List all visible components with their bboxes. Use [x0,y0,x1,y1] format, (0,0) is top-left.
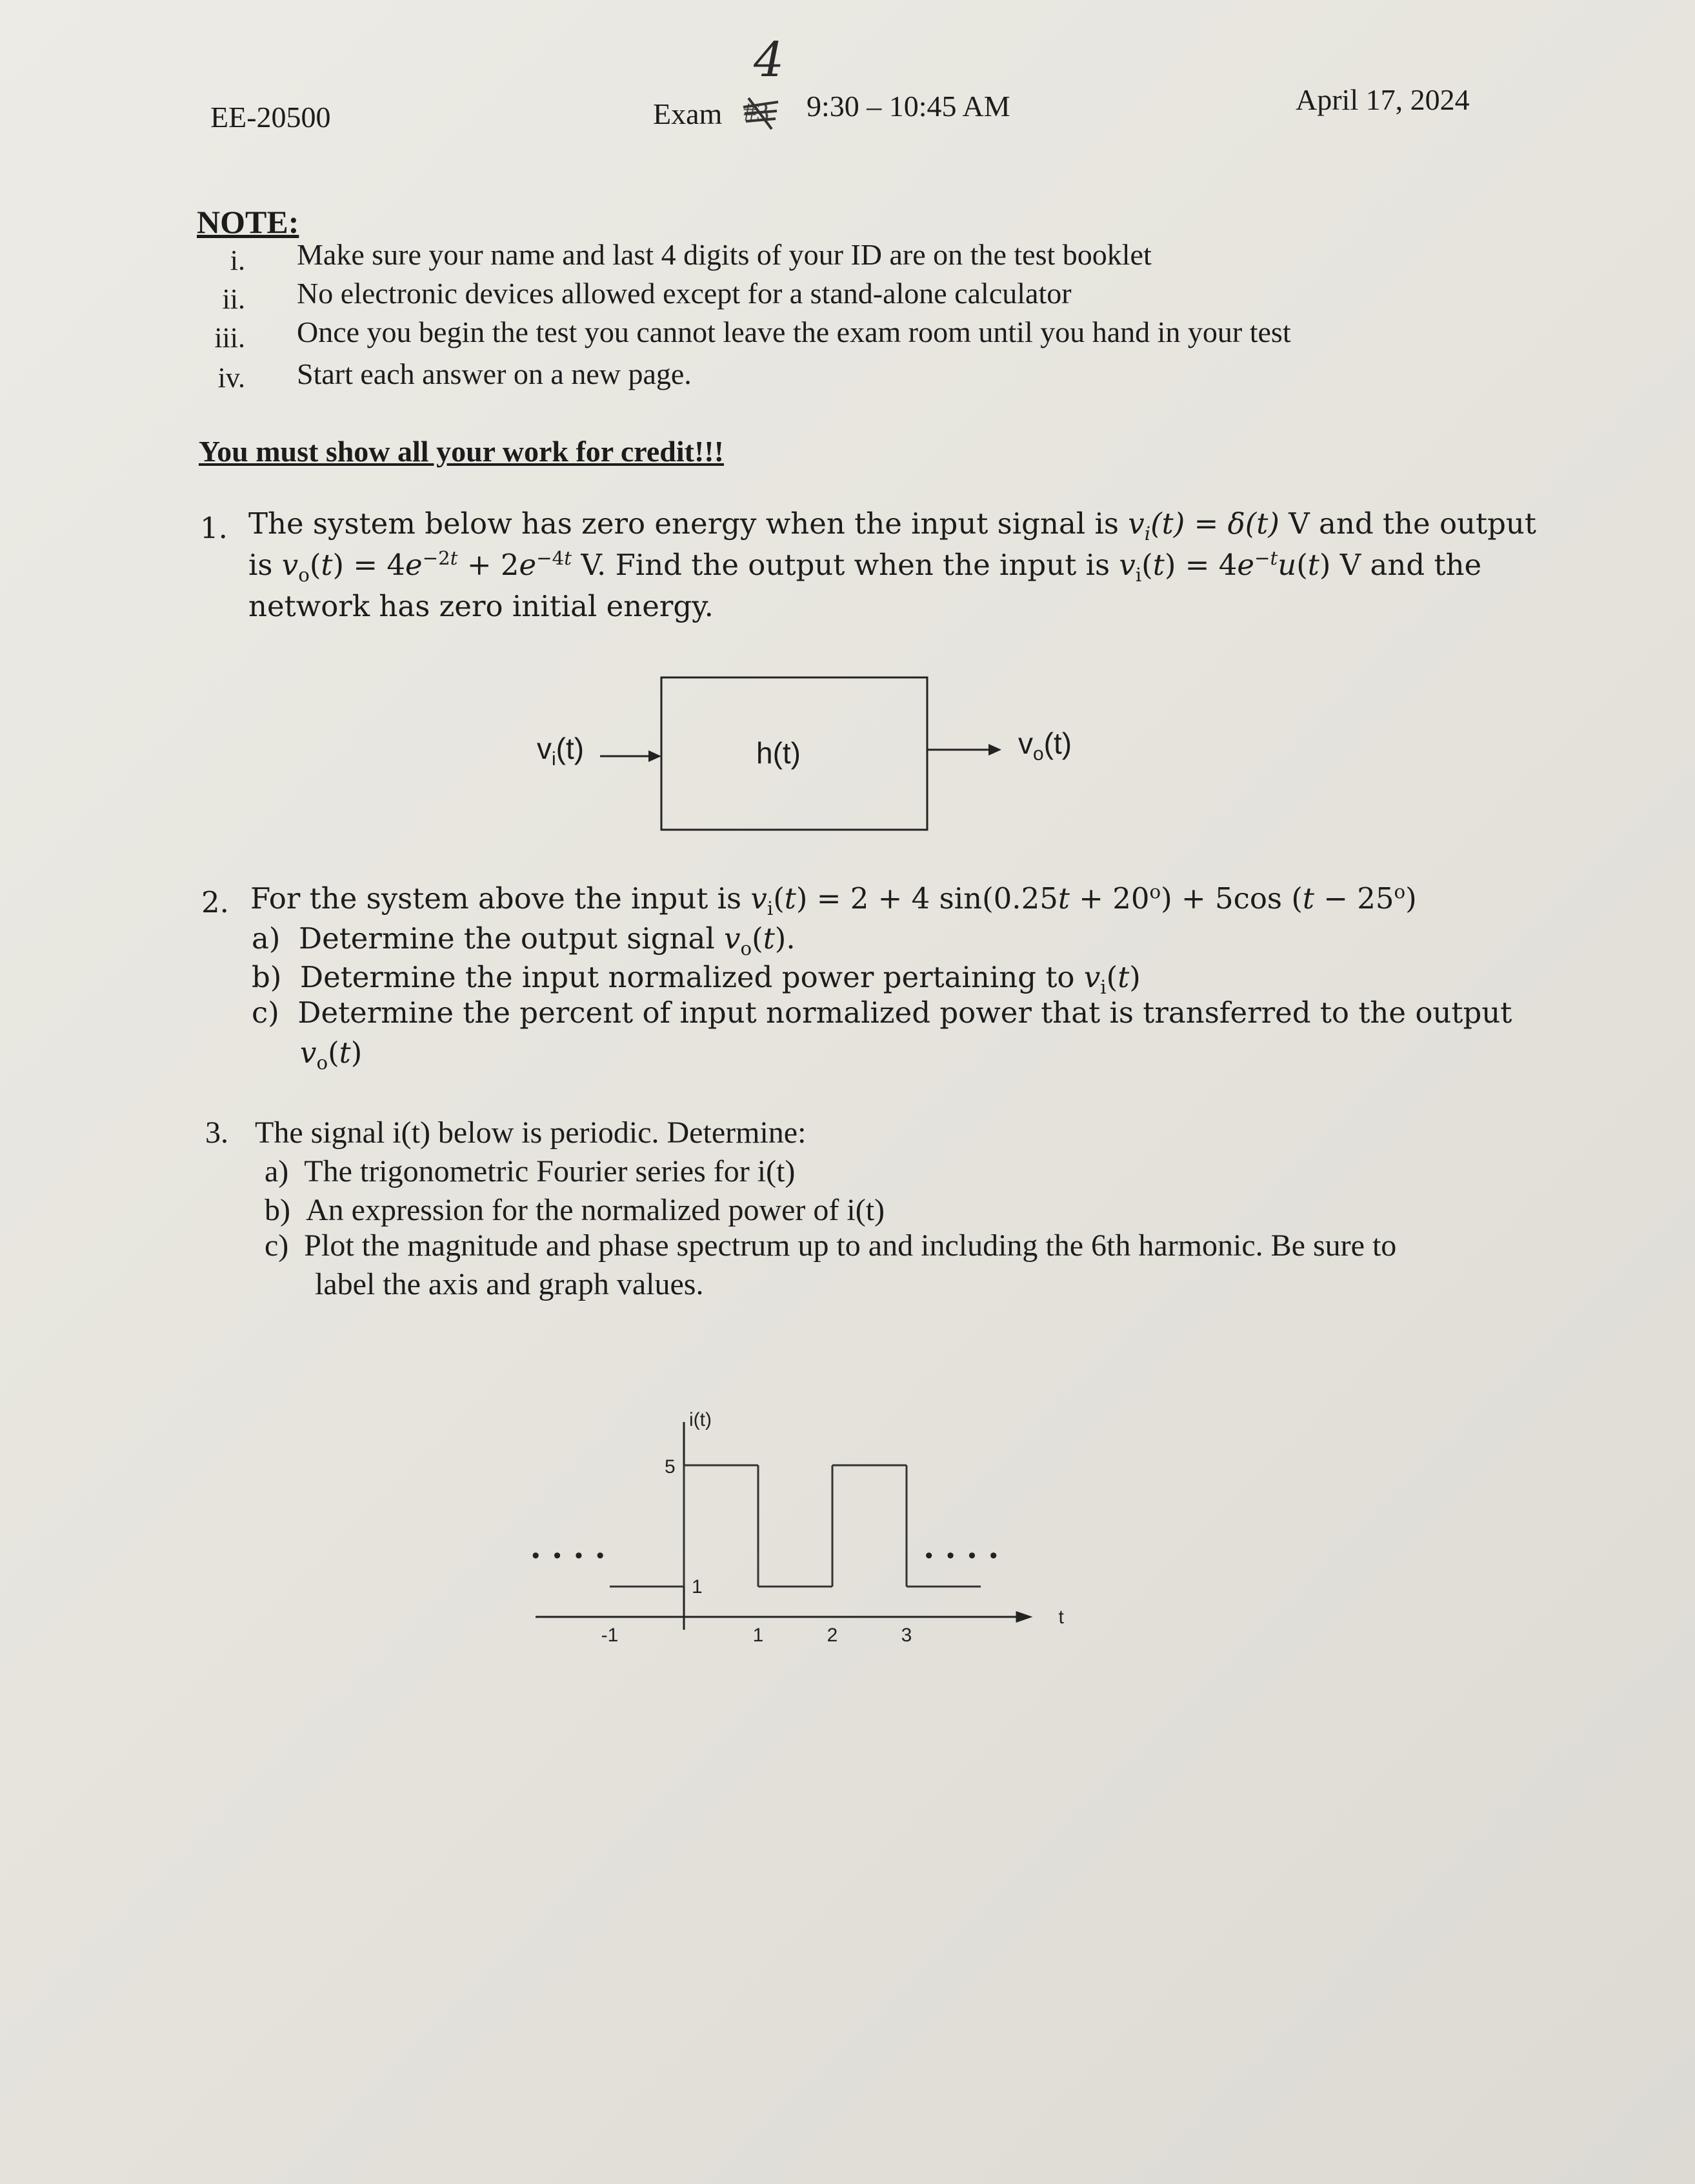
note-num-1: i. [230,245,245,276]
continuation-dots-left: • • • • [532,1543,608,1568]
note-title: NOTE: [197,204,299,240]
output-signal-label: $v_o(t)$ [1018,726,1072,765]
exam-number-struck: #3 [743,97,769,126]
scribble-mark [742,94,779,132]
q1-eq-delta: $v_i(t) = \delta(t)$ [1128,506,1279,545]
q2-part-c: c) Determine the percent of input normalized power that is transferred to the output [252,996,1512,1030]
q1-eq-vi-exp: $v_i(t) = 4e^{-t}u(t)$ [1119,547,1331,586]
q2-part-a: a) Determine the output signal $v_o(t)$. [252,921,796,959]
q2-stem: For the system above the input is $v_i(t) = 2 + 4$ $\sin(0.25t + 20^o) + 5\cos$ $(t - 25^o)$ [250,881,1417,919]
y-tick-label-0: 1 [692,1576,703,1598]
q1-number: 1. [200,511,228,545]
note-num-2: ii. [222,283,245,315]
x-tick-label-1: 1 [752,1625,764,1646]
note-num-4: iv. [217,362,245,394]
block-label: h(t) [756,736,801,770]
x-tick-label-0: -1 [601,1625,619,1646]
exam-date: April 17, 2024 [1296,83,1470,116]
q3-part-b: b) An expression for the normalized power of i(t) [265,1193,885,1227]
q1-eq-vo: $v_o(t) = 4e^{-2t} + 2e^{-4t}$ [281,547,572,586]
x-tick-label-3: 3 [901,1625,912,1646]
input-signal-label: $v_i(t)$ [537,732,585,770]
x-tick-label-2: 2 [827,1625,838,1646]
q2-eq-vi: $v_i(t) = 2 + 4$ $\sin(0.25t + 20^o) + 5\cos$ $(t - 25^o)$ [750,881,1417,919]
note-text-3: Once you begin the test you cannot leave the exam room until you hand in your test [297,316,1291,348]
q2-part-b: b) Determine the input normalized power pertaining to $v_i(t)$ [252,960,1141,998]
handwritten-exam-number: 4 [754,32,785,88]
x-axis-arrowhead [1016,1611,1033,1623]
q3-part-c-line-2: label the axis and graph values. [315,1267,704,1301]
q2-part-c-vo: $v_o(t)$ [300,1036,363,1074]
q3-stem: The signal i(t) below is periodic. Determine: [255,1116,807,1150]
y-axis-label: i(t) [689,1409,712,1430]
periodic-signal-chart [503,1336,1084,1671]
course-code: EE-20500 [210,101,331,134]
note-num-3: iii. [214,322,245,354]
must-show-work: You must show all your work for credit!!! [199,435,724,468]
q3-part-c: c) Plot the magnitude and phase spectrum up to and including the 6th harmonic. Be sure to [265,1228,1397,1263]
continuation-dots-right: • • • • [925,1543,1001,1568]
q2-number: 2. [201,885,229,919]
exam-label: Exam [653,97,723,130]
note-text-2: No electronic devices allowed except for a stand-alone calculator [297,277,1072,310]
q3-number: 3. [205,1116,228,1150]
q1-line-1: The system below has zero energy when the input signal is $v_i(t) = \delta(t)$ V and the output [248,506,1536,545]
q3-part-a: a) The trigonometric Fourier series for i(t) [265,1154,796,1188]
note-text-1: Make sure your name and last 4 digits of your ID are on the test booklet [297,238,1152,271]
output-arrowhead [988,744,1001,756]
exam-time: 9:30 – 10:45 AM [807,90,1010,123]
note-text-4: Start each answer on a new page. [297,357,692,390]
y-tick-label-1: 5 [665,1456,676,1478]
q1-line-2: is $v_o(t) = 4e^{-2t} + 2e^{-4t}$ V. Find the output when the input is $v_i(t) = 4e^{-t}u(t)$ V and the [248,547,1482,586]
q1-line-3: network has zero initial energy. [248,589,714,623]
x-axis-label: t [1058,1607,1064,1628]
input-arrowhead [648,750,661,762]
